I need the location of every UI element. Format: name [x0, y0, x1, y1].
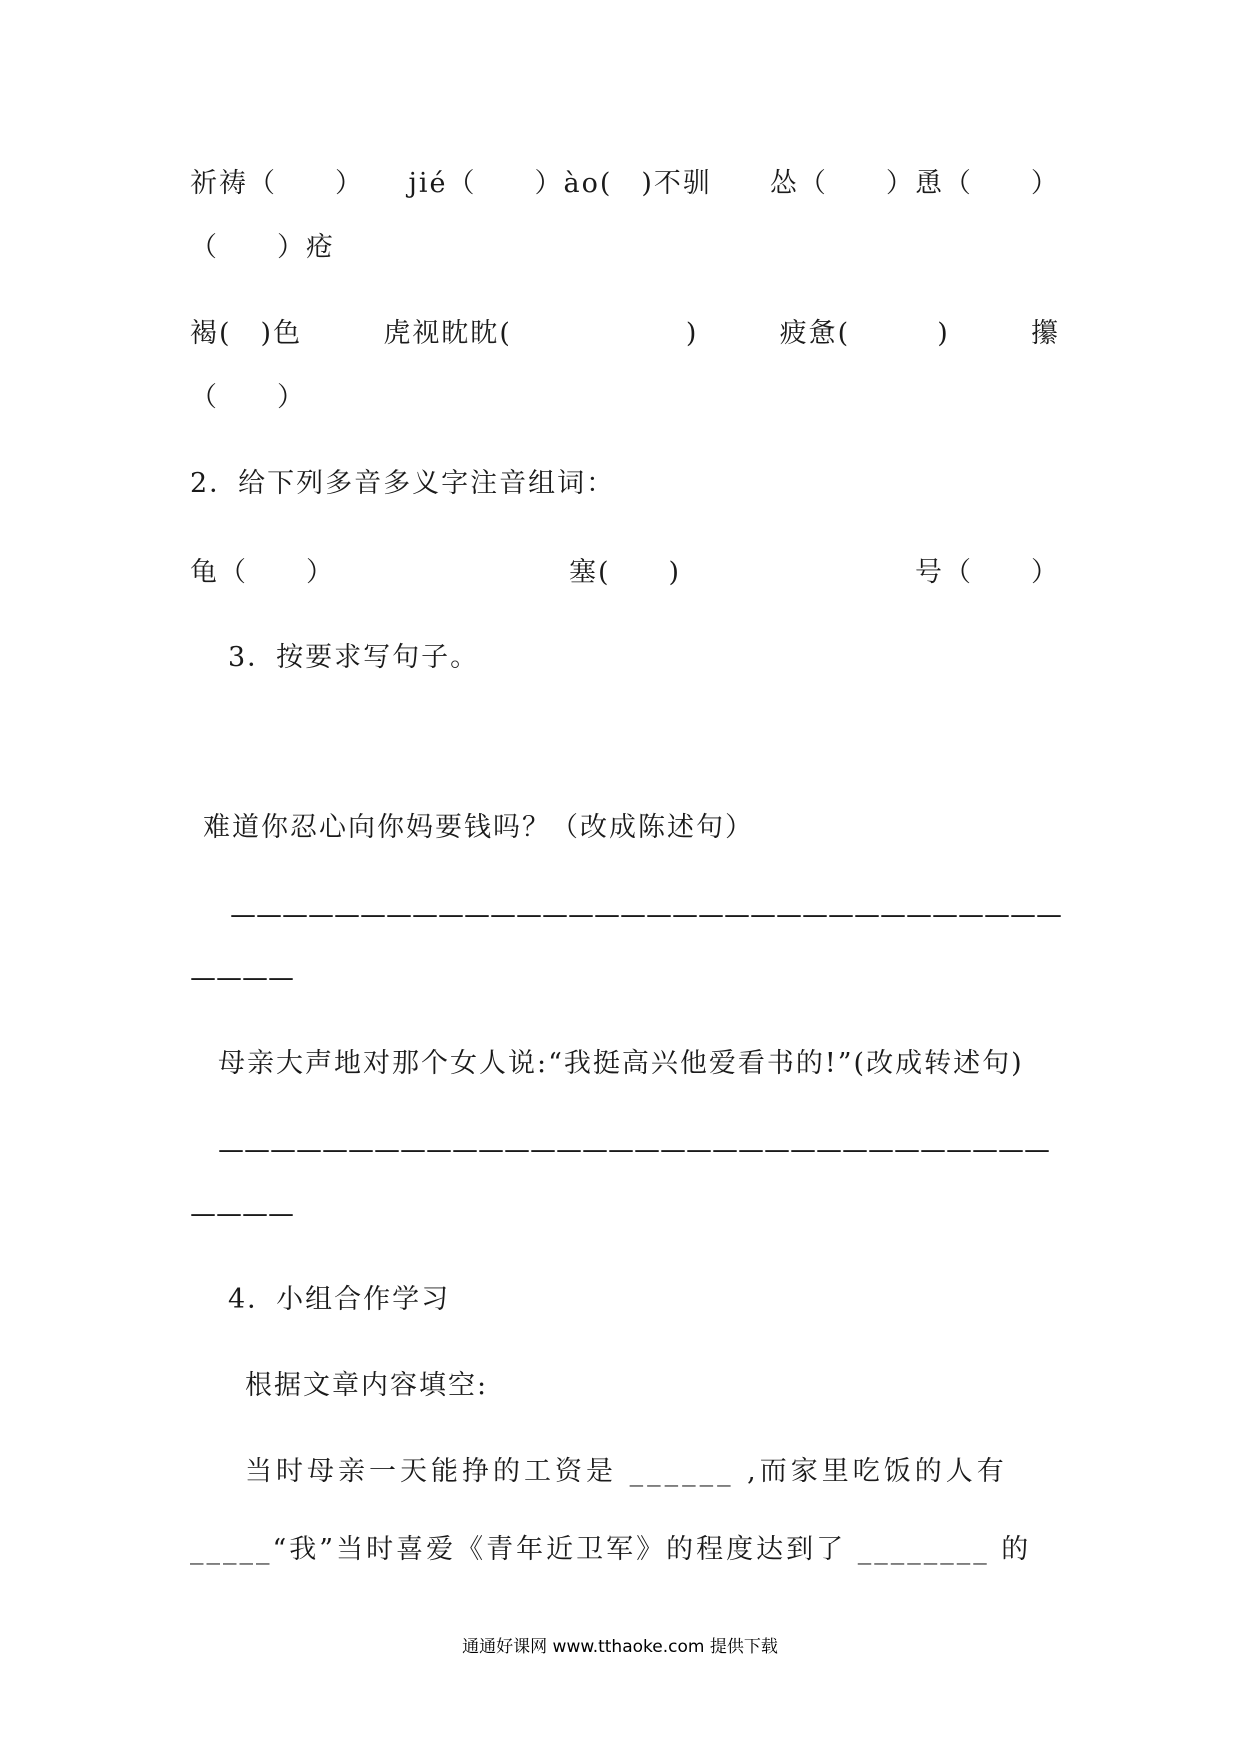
q1-line1: 祈祷（ ） jié（ ）ào( )不驯 怂（ ）恿（ ）: [190, 168, 1060, 199]
q3-answer-tail1: ————: [190, 963, 294, 993]
q2-item-gui: 龟（ ）: [190, 557, 335, 588]
q3-sentence1: 难道你忍心向你妈要钱吗？（改成陈述句）: [203, 812, 754, 843]
q2-title: 2．给下列多音多义字注音组词：: [190, 468, 616, 499]
q2-items: [190, 553, 1060, 593]
q4-fill1: 当时母亲一天能挣的工资是 ______ ,而家里吃饭的人有: [245, 1456, 1008, 1487]
q4-fill2: _____“我”当时喜爱《青年近卫军》的程度达到了 ________ 的: [190, 1534, 1032, 1565]
footer-text: 通通好课网 www.tthaoke.com 提供下载: [462, 1637, 778, 1657]
q3-sentence2: 母亲大声地对那个女人说:“我挺高兴他爱看书的!”(改成转述句): [218, 1048, 1024, 1079]
q4-title: 4．小组合作学习: [228, 1284, 451, 1315]
q1-line2: （ ）疮: [190, 232, 335, 263]
q2-item-sai: 塞( ): [568, 557, 682, 588]
q3-answer-line1: ————————————————————————————————: [230, 900, 1062, 930]
q2-item-hao: 号（ ）: [914, 557, 1060, 588]
q3-answer-line2: ————————————————————————————————: [218, 1135, 1050, 1165]
q1-line3: [190, 314, 1060, 354]
q4-subtitle: 根据文章内容填空:: [245, 1370, 489, 1401]
q3-title: 3．按要求写句子。: [228, 642, 480, 673]
q3-answer-tail2: ————: [190, 1199, 294, 1229]
q1-line3-item-c: 疲惫( ): [779, 318, 950, 349]
q1-line3-item-a: 褐( )色: [190, 318, 303, 349]
q1-line4: （ ）: [190, 382, 306, 413]
q1-line3-item-b: 虎视眈眈( ): [383, 318, 699, 349]
q1-line3-item-d: 攥: [1030, 318, 1060, 349]
